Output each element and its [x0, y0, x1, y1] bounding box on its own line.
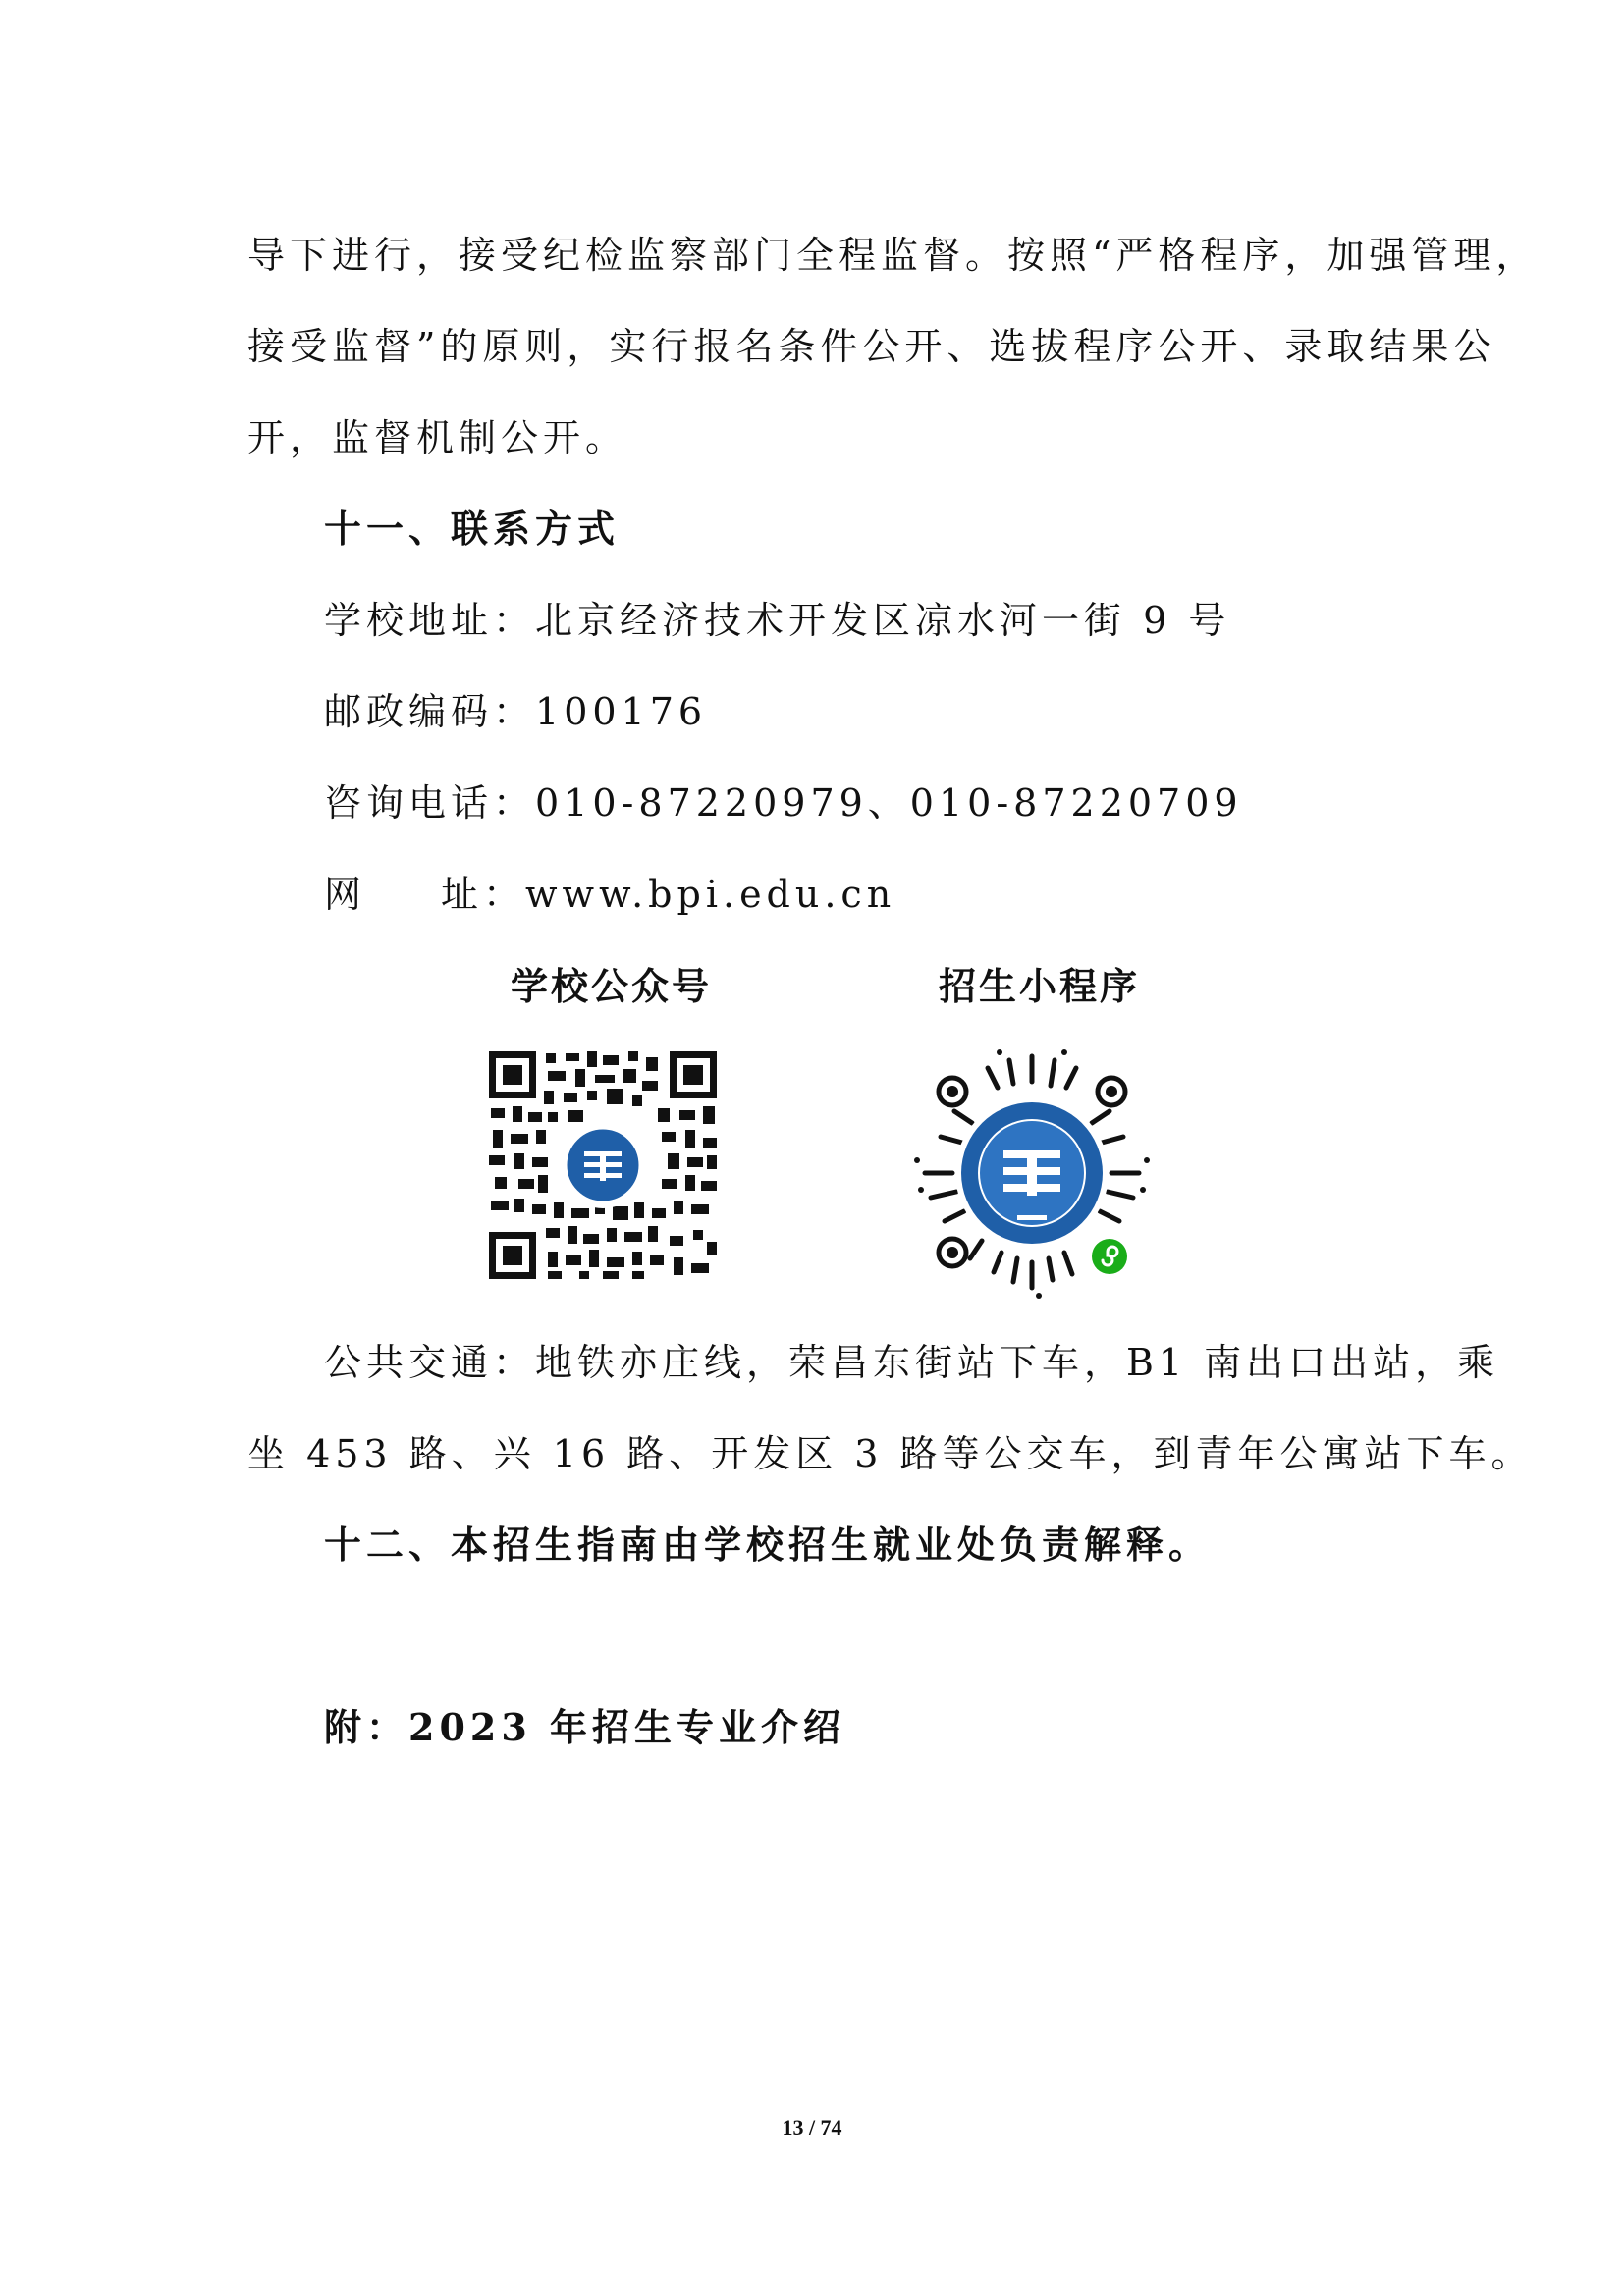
phone-label: 咨询电话：: [324, 781, 536, 825]
appendix-line: 附：2023 年招生专业介绍: [324, 1705, 845, 1749]
website-value: www.bpi.edu.cn: [525, 873, 896, 916]
official-account-title: 学校公众号: [511, 964, 713, 1008]
mini-program-code: [901, 1042, 1163, 1304]
intro-line-3: 开，监督机制公开。: [247, 416, 628, 459]
phone-row: [324, 778, 1243, 828]
postcode-label: 邮政编码：: [324, 690, 536, 733]
page-number: 13 / 74: [782, 2115, 842, 2140]
qr-code-graphic: [485, 1047, 721, 1283]
mini-program-title: 招生小程序: [939, 964, 1141, 1008]
address-value: 北京经济技术开发区凉水河一街 9 号: [535, 599, 1231, 642]
address-label: 学校地址：: [324, 599, 536, 642]
intro-line-1: 导下进行，接受纪检监察部门全程监督。按照“严格程序，加强管理，: [247, 234, 1539, 277]
section-12-heading: 十二、本招生指南由学校招生就业处负责解释。: [324, 1522, 1212, 1567]
transport-line-1: 公共交通：地铁亦庄线，荣昌东街站下车，B1 南出口出站，乘: [324, 1341, 1500, 1384]
phone-value: 010-87220979、010-87220709: [535, 781, 1243, 825]
website-row: [324, 870, 895, 919]
transport-line-2: 坐 453 路、兴 16 路、开发区 3 路等公交车，到青年公寓站下车。: [247, 1432, 1534, 1475]
address-row: [324, 596, 1230, 645]
intro-line-2: 接受监督”的原则，实行报名条件公开、选拔程序公开、录取结果公: [247, 325, 1496, 368]
mini-program-code-graphic: [901, 1042, 1163, 1304]
official-account-qr-code: [485, 1047, 721, 1283]
website-label-2: 址：: [441, 873, 526, 916]
website-label-1: 网: [324, 873, 367, 916]
postcode-value: 100176: [535, 690, 708, 733]
section-11-heading: 十一、联系方式: [324, 507, 621, 551]
postcode-row: [324, 687, 707, 736]
